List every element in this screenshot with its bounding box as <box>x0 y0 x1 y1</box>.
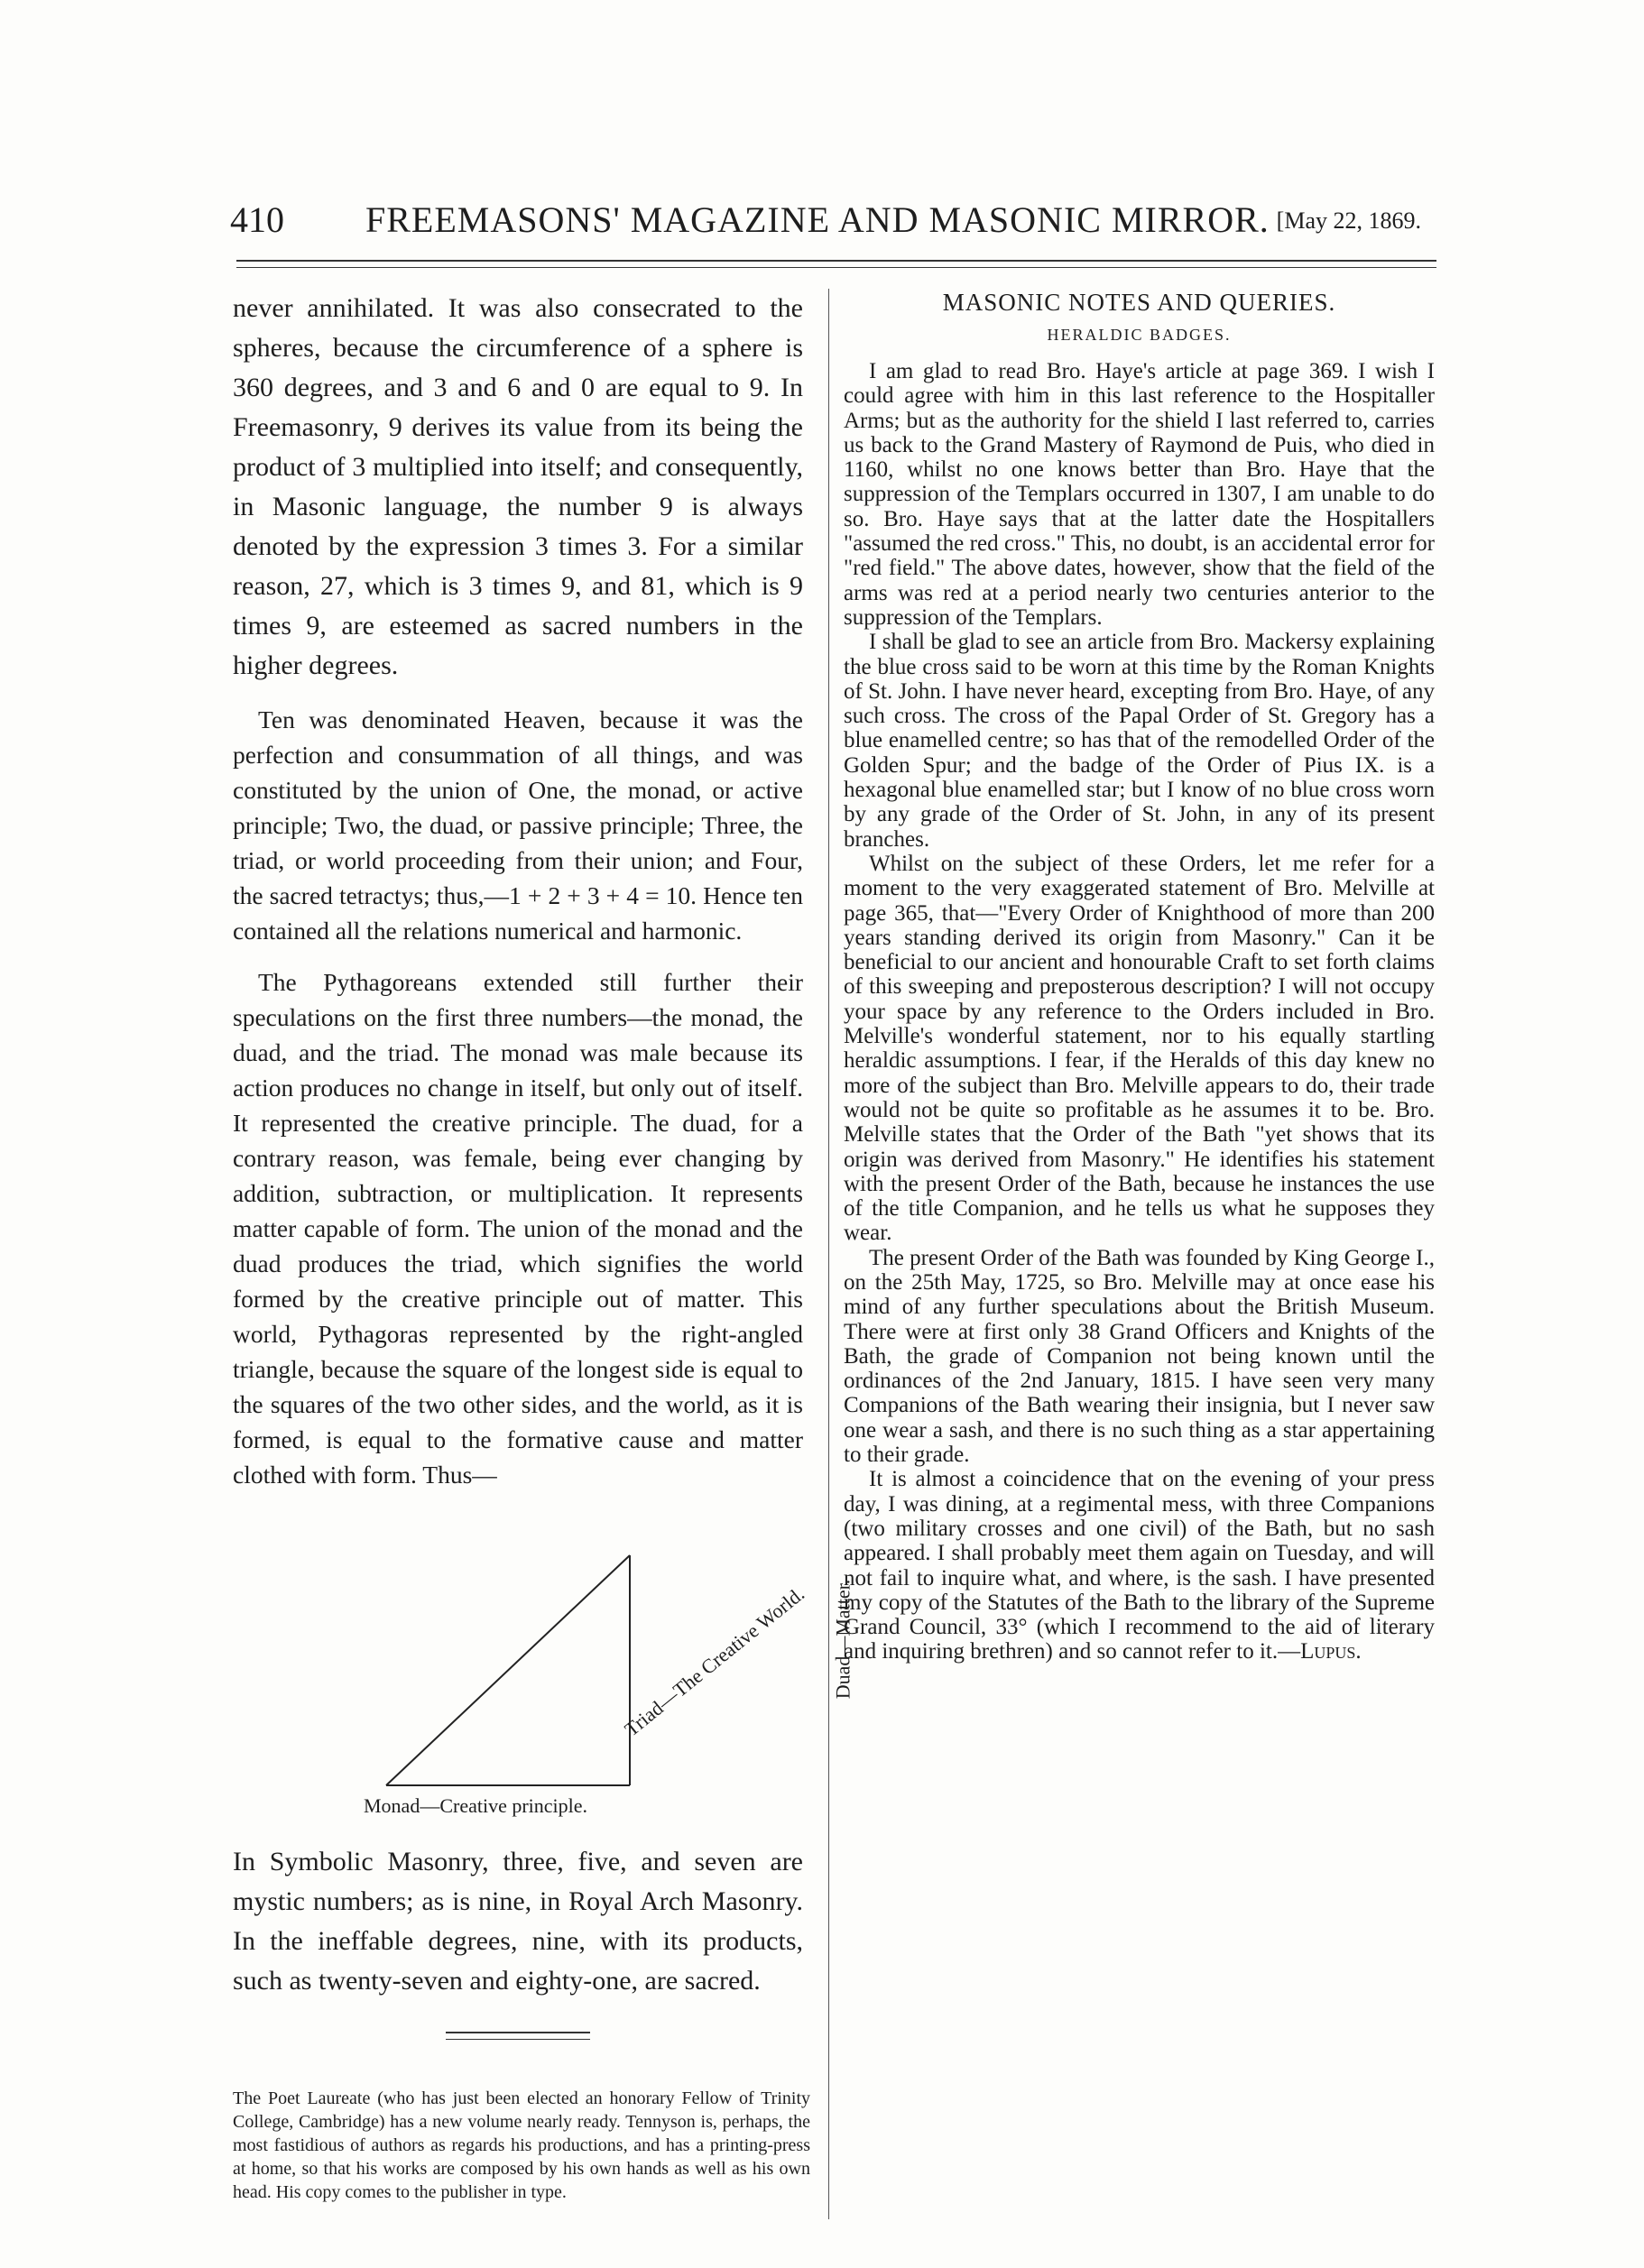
left-paragraph-3: The Pythagoreans extended still further their speculations on the first three numbers—the monad, the duad, and the triad. The monad was male because its action produces no change in itself, but only out of itself. It represented the creative principle. The duad, for a contrary reason, was female, being ever changing by addition, subtraction, or multiplication. It represents matter capable of form. The union of the monad and the duad produces the triad, which signifies the world formed by the creative principle out of matter. This world, Pythagoras represented by the right-angled triangle, because the square of the longest side is equal to the squares of the two other sides, and the world, as it is formed, is equal to the formative cause and matter clothed with form. Thus— <box>233 968 803 1489</box>
left-column <box>233 289 854 2204</box>
left-paragraph-1: never annihilated. It was also consecrated to the spheres, because the circumference of a sphere is 360 degrees, and 3 and 6 and 0 are equal to 9. In Freemasonry, 9 derives its value from its being the product of 3 multiplied into itself; and consequently, in Masonic language, the number 9 is always denoted by the expression 3 times 3. For a similar reason, 27, which is 3 times 9, and 81, which is 9 times 9, are esteemed as sacred numbers in the higher degrees. <box>233 293 803 680</box>
right-paragraph-5 <box>844 1467 1435 1664</box>
signature: Lupus. <box>1300 1639 1362 1664</box>
poet-laureate-note: The Poet Laureate (who has just been elected an honorary Fellow of Trinity College, Cambridge) has a new volume nearly ready. Tennyson is, perhaps, the most fastidious of authors as regards his productions, and has a printing-press at home, so that his works are composed by his own hands as well as his own head. His copy comes to the publisher in type. <box>233 2088 810 2202</box>
triangle-figure <box>233 1528 803 1826</box>
page-number: 410 <box>230 199 284 240</box>
duad-label: Duad—Matter. <box>831 1579 854 1700</box>
triad-label: Triad—The Creative World. <box>620 1581 809 1741</box>
magazine-title: FREEMASONS' MAGAZINE AND MASONIC MIRROR. <box>365 199 1270 240</box>
section-rule <box>446 2032 590 2033</box>
left-paragraph-4: In Symbolic Masonry, three, five, and seven are mystic numbers; as is nine, in Royal Arch Masonry. In the ineffable degrees, nine, with its products, such as twenty-seven and eighty-one, are sacred. <box>233 1847 803 1996</box>
section-subtitle: HERALDIC BADGES. <box>1047 326 1232 344</box>
right-paragraph-3: Whilst on the subject of these Orders, let me refer for a moment to the very exaggerated statement of Bro. Melville at page 365, that—"Every Order of Knighthood of more than 200 years standing derived its origin from Masonry." Can it be beneficial to our ancient and honourable Craft to set forth claims of this sweeping and preposterous description? I will not occupy your space by any reference to the Orders included in Bro. Melville's wonderful statement, nor to his equally startling heraldic assumptions. I fear, if the Heralds of this day knew no more of the subject than Bro. Melville appears to do, their trade would not be quite so profitable as he assumes it to be. Bro. Melville states that the Order of the Bath "yet shows that its origin was derived from Masonry." He identifies his statement with the present Order of the Bath, because he instances the use of the title Companion, and he tells us what he supposes they wear. <box>844 851 1435 1246</box>
right-column <box>844 289 1435 1664</box>
right-paragraph-2: I shall be glad to see an article from Bro. Mackersy explaining the blue cross said to be worn at this time by the Roman Knights of St. John. I have never heard, excepting from Bro. Haye, of any such cross. The cross of the Papal Order of St. Gregory has a blue enamelled centre; so has that of the remodelled Order of the Golden Spur; and the badge of the Order of Pius IX. is a hexagonal blue enamelled star; but I know of no blue cross worn by any grade of the Order of St. John, in any of its present branches. <box>844 630 1435 852</box>
section-rule-thin <box>446 2039 590 2040</box>
column-divider <box>828 289 829 2219</box>
right-paragraph-1: I am glad to read Bro. Haye's article at page 369. I wish I could agree with him in this last reference to the Hospitaller Arms; but as the authority for the shield I last referred to, carries us back to the Grand Mastery of Raymond de Puis, who died in 1160, whilst no one knows better than Bro. Haye that the suppression of the Templars occurred in 1307, I am unable to do so. Bro. Haye says that at the latter date the Hospitallers "assumed the red cross." This, no doubt, is an accidental error for "red field." The above dates, however, show that the field of the arms was red at a period nearly two centuries anterior to the suppression of the Templars. <box>844 359 1435 630</box>
right-paragraph-4: The present Order of the Bath was founded by King George I., on the 25th May, 1725, so Bro. Melville may at once ease his mind of any further speculations about the British Museum. There were at first only 38 Grand Officers and Knights of the Bath, the grade of Companion not being known until the ordinances of the 2nd January, 1815. I have seen very many Companions of the Bath wearing their insignia, but I never saw one wear a sash, and there is no such thing as a star appertaining to their grade. <box>844 1245 1435 1468</box>
section-title: MASONIC NOTES AND QUERIES. <box>942 289 1336 316</box>
triangle-hypotenuse-line <box>386 1555 630 1785</box>
page-header <box>230 198 1448 253</box>
left-paragraph-2: Ten was denominated Heaven, because it was the perfection and consummation of all things, and was constituted by the union of One, the monad, or active principle; Two, the duad, or passive principle; Three, the triad, or world proceeding from their union; and Four, the sacred tetractys; thus,—1 + 2 + 3 + 4 = 10. Hence ten contained all the relations numerical and harmonic. <box>233 705 803 945</box>
right-paragraph-5-text: It is almost a coincidence that on the evening of your press day, I was dining, at a regimental mess, with three Companions (two military crosses and one civil) of the Bath, but no sash appeared. I shall probably meet them again on Tuesday, and will not fail to inquire what, and where, is the sash. I have presented my copy of the Statutes of the Bath to the library of the Supreme Grand Council, 33° (which I recommend to the aid of literary and inquiring brethren) and so cannot refer to it.— <box>844 1467 1435 1664</box>
monad-label: Monad—Creative principle. <box>364 1794 588 1817</box>
issue-date: [May 22, 1869. <box>1276 207 1421 234</box>
pythagorean-triangle-diagram <box>233 1528 854 1826</box>
header-rule <box>236 260 1436 262</box>
header-rule-thin <box>236 267 1436 268</box>
